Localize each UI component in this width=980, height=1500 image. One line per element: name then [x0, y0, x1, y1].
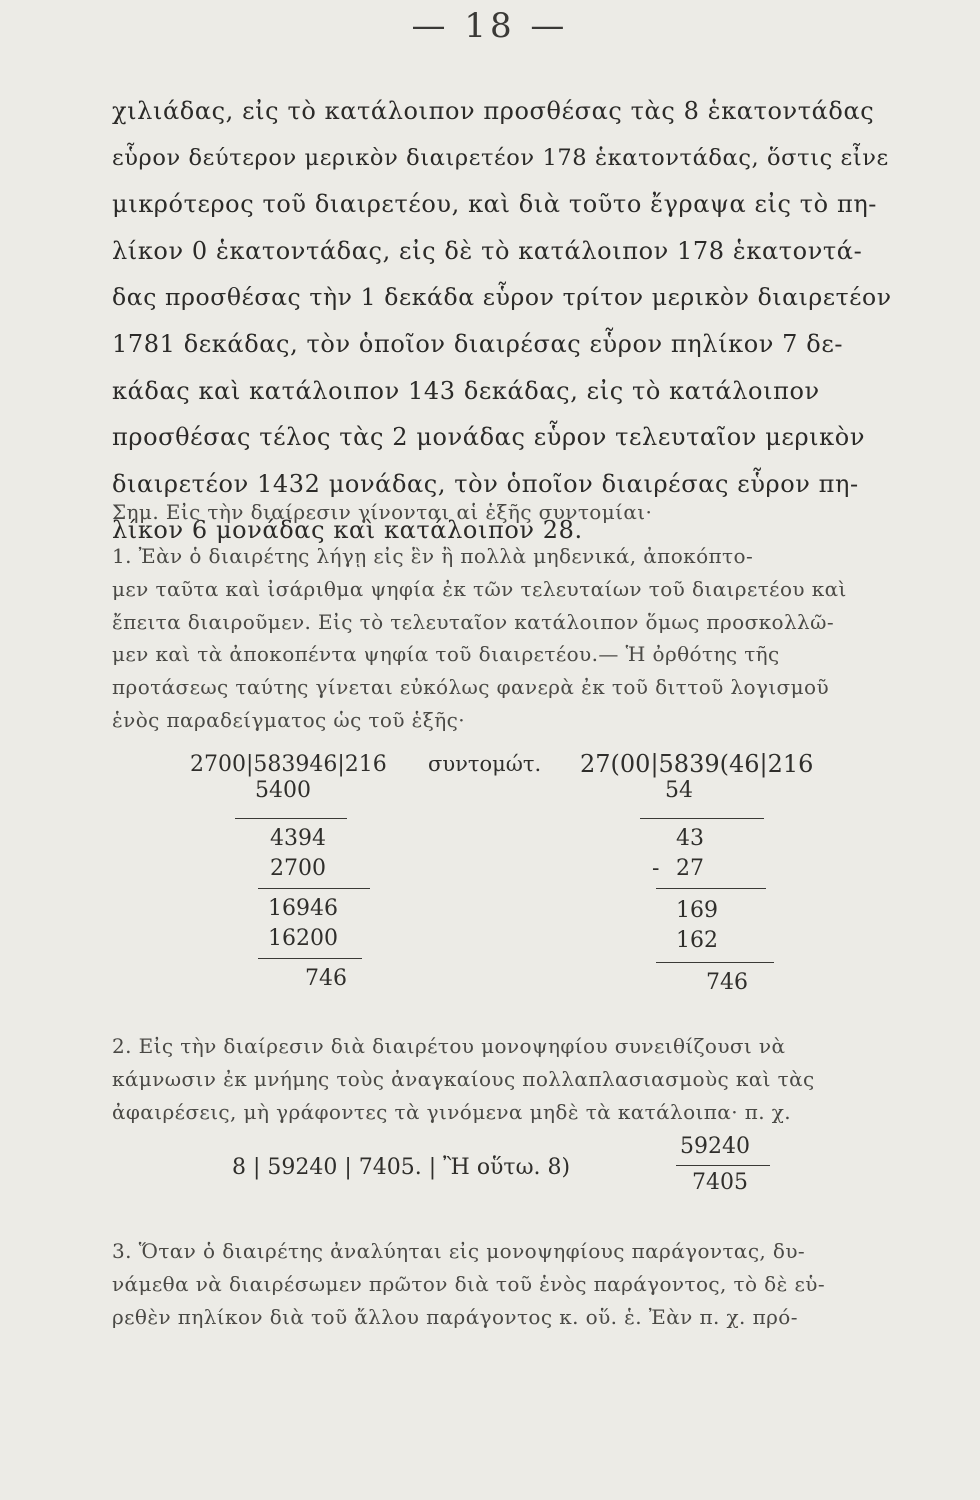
text-line: νάμεθα νὰ διαιρέσωμεν πρῶτον διὰ τοῦ ἑνὸς παράγοντος, τὸ δὲ εὑ- — [112, 1271, 825, 1296]
short-division-inline: 8 | 59240 | 7405. | Ἢ οὕτω. 8) — [232, 1155, 571, 1180]
division-rule — [258, 958, 362, 959]
minus-sign: - — [652, 856, 660, 881]
text-line: κάμνωσιν ἐκ μνήμης τοὺς ἀναγκαίους πολλαπλασιασμοὺς καὶ τὰς — [112, 1066, 815, 1091]
right-division-header: 27(00|5839(46|216 — [580, 750, 814, 778]
page-number: — 18 — — [411, 6, 569, 46]
text-line: λίκον 0 ἑκατοντάδας, εἰς δὲ τὸ κατάλοιπον 178 ἑκατοντά- — [112, 236, 863, 265]
left-division-line: 16200 — [268, 926, 338, 951]
rule-1 — [112, 540, 902, 737]
note-heading-text: Σημ. Εἰς τὴν διαίρεσιν γίνονται αἱ ἑξῆς συντομίαι· — [112, 500, 653, 524]
division-rule — [656, 888, 766, 889]
abbreviation-label: συντομώτ. — [428, 752, 542, 776]
right-division-line: 162 — [676, 928, 718, 953]
text-line: ἀφαιρέσεις, μὴ γράφοντες τὰ γινόμενα μηδὲ τὰ κατάλοιπα· π. χ. — [112, 1099, 792, 1124]
left-division-header: 2700|583946|216 — [190, 752, 387, 777]
rule-3 — [112, 1235, 902, 1333]
text-line: λίκον 6 μονάδας καὶ κατάλοιπον 28. — [112, 516, 583, 545]
right-division-line: 27 — [676, 856, 704, 881]
text-line: ἔπειτα διαιροῦμεν. Εἰς τὸ τελευταῖον κατάλοιπον ὅμως προσκολλῶ- — [112, 609, 834, 634]
text-line: προσθέσας τέλος τὰς 2 μονάδας εὗρον τελευταῖον μερικὸν — [112, 423, 866, 452]
text-line: 1781 δεκάδας, τὸν ὁποῖον διαιρέσας εὗρον πηλίκον 7 δε- — [112, 329, 844, 358]
short-division-quotient: 7405 — [692, 1170, 748, 1195]
text-line: ρεθὲν πηλίκον διὰ τοῦ ἄλλου παράγοντος κ. οὕ. ἑ. Ἐὰν π. χ. πρό- — [112, 1304, 798, 1329]
text-line: εὗρον δεύτερον μερικὸν διαιρετέον 178 ἑκατοντάδας, ὅστις εἶνε — [112, 144, 889, 171]
main-paragraph — [112, 88, 902, 554]
left-division-line: 746 — [305, 966, 347, 991]
division-rule — [656, 962, 774, 963]
text-line: δας προσθέσας τὴν 1 δεκάδα εὗρον τρίτον μερικὸν διαιρετέον — [112, 283, 892, 312]
left-division-line: 5400 — [255, 778, 311, 803]
right-division-line: 169 — [676, 898, 718, 923]
text-line: 3. Ὅταν ὁ διαιρέτης ἀναλύηται εἰς μονοψηφίους παράγοντας, δυ- — [112, 1239, 806, 1263]
left-division-line: 16946 — [268, 896, 338, 921]
division-rule — [640, 818, 764, 819]
text-line: 2. Εἰς τὴν διαίρεσιν διὰ διαιρέτου μονοψηφίου συνειθίζουσι νὰ — [112, 1034, 786, 1058]
text-line: μικρότερος τοῦ διαιρετέου, καὶ διὰ τοῦτο ἔγραψα εἰς τὸ πη- — [112, 190, 878, 219]
division-rule — [258, 888, 370, 889]
rule-2 — [112, 1030, 902, 1128]
text-line: κάδας καὶ κατάλοιπον 143 δεκάδας, εἰς τὸ κατάλοιπον — [112, 376, 820, 405]
text-line: 1. Ἐὰν ὁ διαιρέτης λήγῃ εἰς ἓν ἢ πολλὰ μηδενικά, ἀποκόπτο- — [112, 544, 754, 568]
right-division-line: 746 — [706, 970, 748, 995]
note-heading — [112, 496, 902, 529]
text-line: προτάσεως ταύτης γίνεται εὐκόλως φανερὰ ἐκ τοῦ διττοῦ λογισμοῦ — [112, 675, 830, 700]
right-division-line: 43 — [676, 826, 704, 851]
division-rule — [235, 818, 347, 819]
text-line: χιλιάδας, εἰς τὸ κατάλοιπον προσθέσας τὰς 8 ἑκατοντάδας — [112, 97, 875, 125]
right-division-line: 54 — [665, 778, 693, 803]
left-division-line: 4394 — [270, 826, 326, 851]
text-line: διαιρετέον 1432 μονάδας, τὸν ὁποῖον διαιρέσας εὗρον πη- — [112, 469, 859, 498]
short-division-dividend: 59240 — [680, 1134, 750, 1159]
left-division-line: 2700 — [270, 856, 326, 881]
text-line: μεν καὶ τὰ ἀποκοπέντα ψηφία τοῦ διαιρετέου.— Ἡ ὀρθότης τῆς — [112, 642, 780, 667]
text-line: μεν ταῦτα καὶ ἰσάριθμα ψηφία ἐκ τῶν τελευταίων τοῦ διαιρετέου καὶ — [112, 576, 847, 601]
text-line: ἑνὸς παραδείγματος ὡς τοῦ ἑξῆς· — [112, 707, 465, 732]
division-rule — [676, 1165, 770, 1166]
